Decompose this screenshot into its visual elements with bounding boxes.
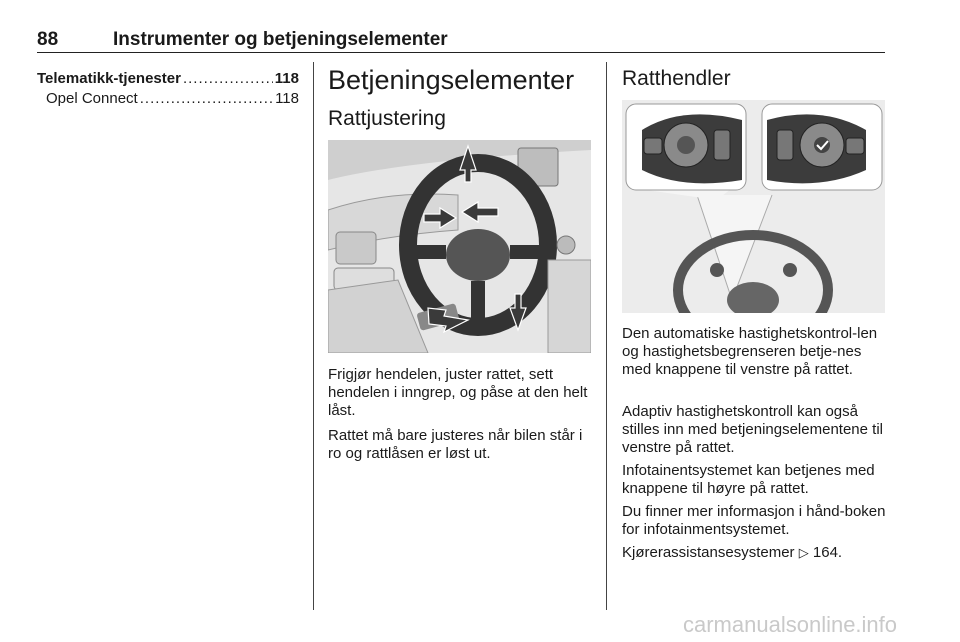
steering-controls-illustration xyxy=(622,100,885,313)
page-number: 88 xyxy=(37,29,59,50)
right-section-title: Ratthendler xyxy=(622,67,731,90)
toc-leader xyxy=(140,90,273,107)
column-divider-1 xyxy=(313,62,314,610)
toc-label: Opel Connect xyxy=(46,90,138,107)
crossref-line[interactable] xyxy=(622,544,888,562)
controls-paragraph-3: Infotainentsystemet kan betjenes med knappene til høyre på rattet. xyxy=(622,462,875,497)
watermark: carmanualsonline.info xyxy=(683,612,898,637)
subsection-title: Rattjustering xyxy=(328,107,446,130)
toc-label: Telematikk-tjenester xyxy=(37,70,181,87)
toc-entry-opel-connect[interactable] xyxy=(37,90,299,107)
toc-page: 118 xyxy=(274,70,299,87)
controls-paragraph-1: Den automatiske hastighetskontrol-len og hastighetsbegrenseren betje-nes med knappene til venstre på rattet. xyxy=(622,325,878,378)
toc-page: 118 xyxy=(275,90,299,107)
column-divider-2 xyxy=(606,62,607,610)
crossref-text: Kjørerassistansesystemer xyxy=(622,544,795,561)
steering-paragraph-1: Frigjør hendelen, juster rattet, sett hendelen i inngrep, og påse at den helt låst. xyxy=(328,366,588,419)
crossref-page[interactable]: 164. xyxy=(812,544,843,561)
crossref-arrow-icon: ▷ xyxy=(798,545,809,560)
header-rule xyxy=(37,52,885,53)
toc-entry-telematikk[interactable] xyxy=(37,70,299,87)
page-header-title: Instrumenter og betjeningselementer xyxy=(113,29,448,50)
steering-adjustment-illustration xyxy=(328,140,591,353)
controls-paragraph-4: Du finner mer informasjon i hånd-boken for infotainmentsystemet. xyxy=(622,503,886,538)
controls-paragraph-2: Adaptiv hastighetskontroll kan også stilles inn med betjeningselementene til venstre på rattet. xyxy=(622,403,883,456)
toc-leader xyxy=(183,70,273,87)
steering-paragraph-2: Rattet må bare justeres når bilen står i ro og rattlåsen er løst ut. xyxy=(328,427,583,462)
section-title: Betjeningselementer xyxy=(328,65,575,95)
